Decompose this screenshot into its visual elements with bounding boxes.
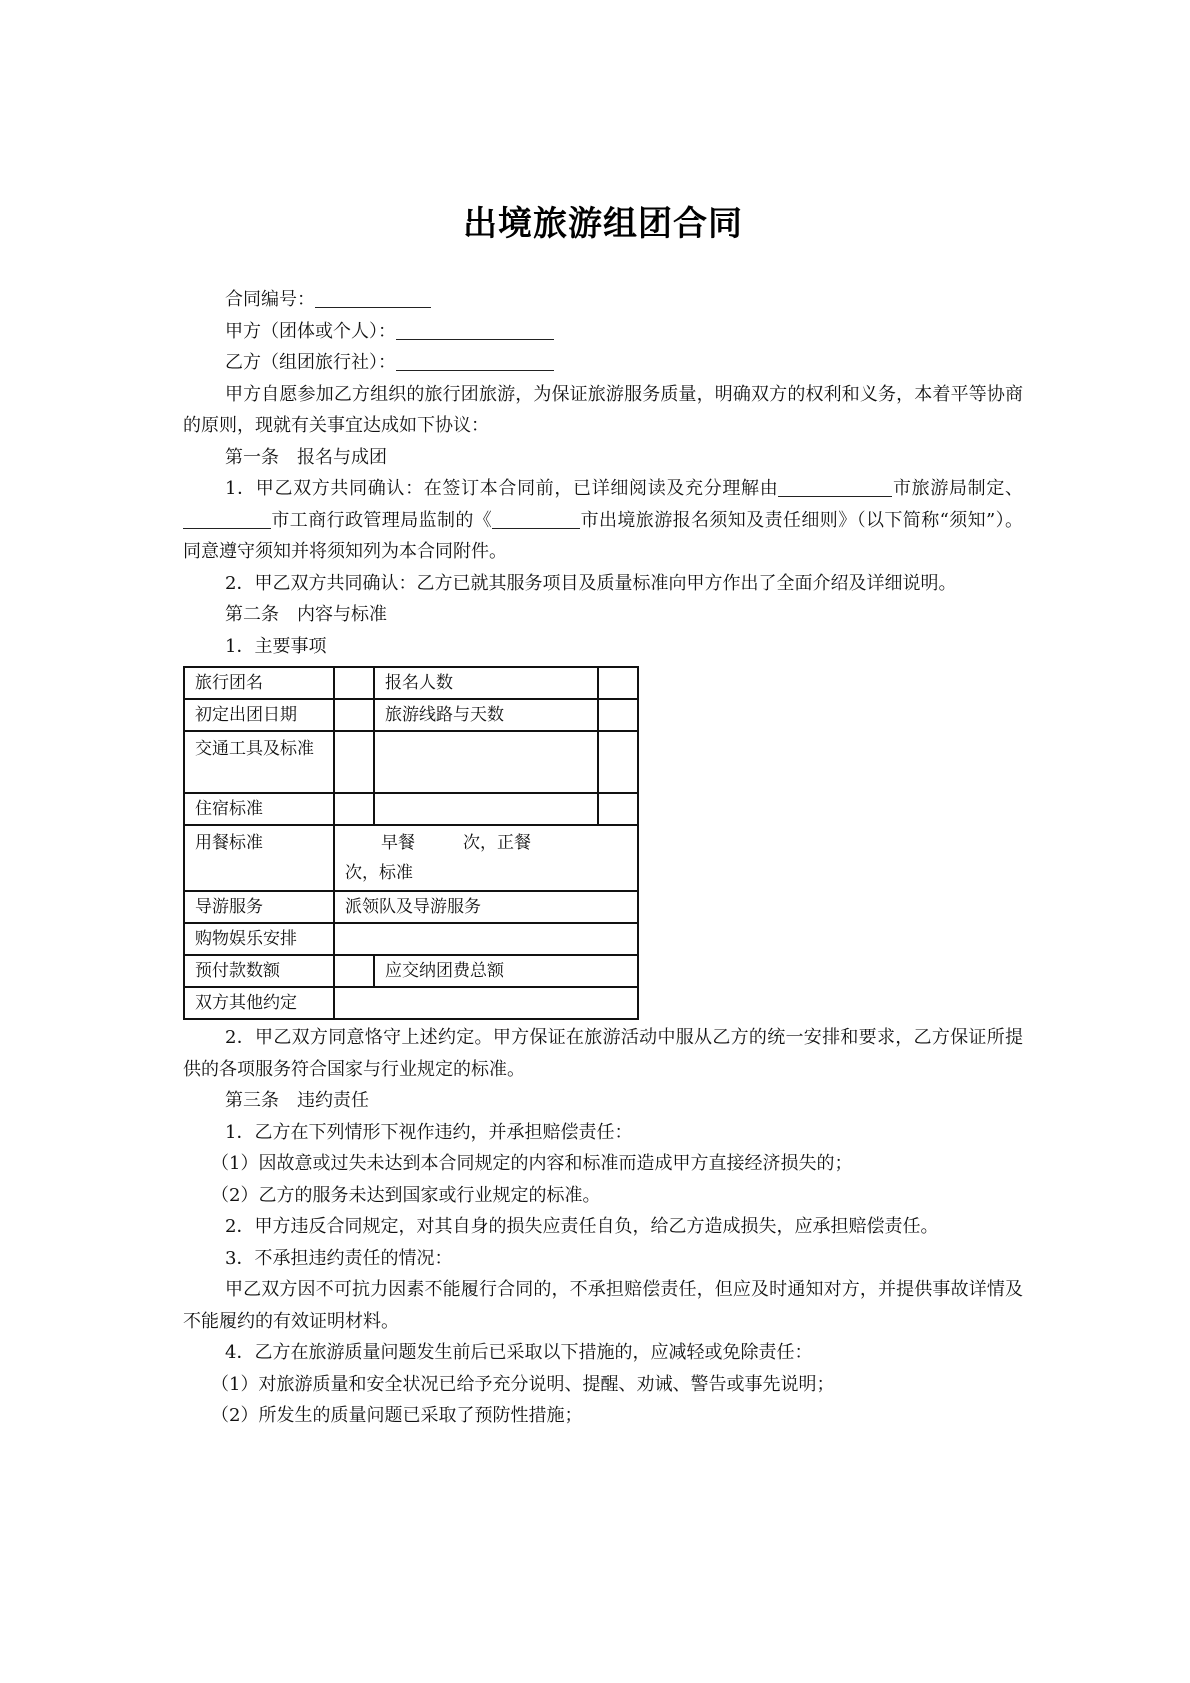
main-items-table	[183, 666, 639, 1020]
article-2-heading: 第二条 内容与标准	[225, 604, 387, 625]
transport-cell-a[interactable]	[334, 731, 374, 793]
meals-breakfast-label: 早餐	[381, 833, 415, 853]
article-3-para-3: 3．不承担违约责任的情况：	[225, 1247, 453, 1269]
tour-name-label: 旅行团名	[184, 667, 334, 699]
party-a-blank[interactable]	[396, 321, 554, 340]
party-a-label: 甲方（团体或个人）：	[225, 320, 396, 342]
party-a-line	[183, 316, 1023, 348]
lodging-cell-b[interactable]	[374, 793, 598, 825]
meals-standard-label: 次，标准	[345, 863, 413, 883]
contract-body	[183, 284, 1023, 1432]
table-row	[184, 731, 638, 793]
contract-number-line	[183, 284, 1023, 316]
transport-cell-c[interactable]	[598, 731, 638, 793]
article-3-para-3-body: 甲乙双方因不可抗力因素不能履行合同的，不承担赔偿责任，但应及时通知对方，并提供事故详情及不能履约的有效证明材料。	[183, 1279, 1023, 1332]
departure-date-label: 初定出团日期	[184, 699, 334, 731]
shopping-cell[interactable]	[334, 923, 638, 955]
table-row	[184, 891, 638, 923]
table-row	[184, 955, 638, 987]
article-1-para-2: 2．甲乙双方共同确认：乙方已就其服务项目及质量标准向甲方作出了全面介绍及详细说明。	[225, 572, 957, 594]
intro-paragraph: 甲方自愿参加乙方组织的旅行团旅游，为保证旅游服务质量，明确双方的权利和义务，本着平等协商的原则，现就有关事宜达成如下协议：	[183, 383, 1023, 436]
party-b-blank[interactable]	[396, 352, 554, 371]
table-row	[184, 825, 638, 891]
article-3-para-1-item-2: （2）乙方的服务未达到国家或行业规定的标准。	[211, 1184, 601, 1206]
article-3-para-1-item-1: （1）因故意或过失未达到本合同规定的内容和标准而造成甲方直接经济损失的；	[211, 1153, 853, 1174]
meals-label: 用餐标准	[184, 825, 334, 891]
table-row	[184, 699, 638, 731]
prepay-label: 预付款数额	[184, 955, 334, 987]
table-row	[184, 923, 638, 955]
other-terms-label: 双方其他约定	[184, 987, 334, 1019]
city-blank-3[interactable]	[492, 510, 580, 529]
prepay-cell[interactable]	[334, 955, 374, 987]
total-fee-label: 应交纳团费总额	[374, 955, 638, 987]
departure-date-cell[interactable]	[334, 699, 374, 731]
article-3-para-4-item-2: （2）所发生的质量问题已采取了预防性措施；	[211, 1405, 583, 1426]
guide-label: 导游服务	[184, 891, 334, 923]
article-2-sub-1: 1．主要事项	[225, 635, 327, 657]
meals-cell[interactable]	[334, 825, 638, 891]
article-3-para-4: 4．乙方在旅游质量问题发生前后已采取以下措施的，应减轻或免除责任：	[225, 1342, 813, 1363]
party-b-label: 乙方（组团旅行社）：	[225, 352, 396, 373]
contract-number-blank[interactable]	[315, 289, 431, 308]
transport-label: 交通工具及标准	[184, 731, 334, 793]
contract-number-label: 合同编号：	[225, 289, 315, 310]
document-title: 出境旅游组团合同	[463, 204, 743, 244]
other-terms-cell[interactable]	[334, 987, 638, 1019]
table-row	[184, 793, 638, 825]
city-blank-1[interactable]	[778, 478, 892, 497]
route-days-label: 旅游线路与天数	[374, 699, 598, 731]
headcount-label: 报名人数	[374, 667, 598, 699]
meals-lunch-label: 次，正餐	[463, 833, 531, 853]
table-row	[184, 987, 638, 1019]
lodging-label: 住宿标准	[184, 793, 334, 825]
tour-name-cell[interactable]	[334, 667, 374, 699]
city-blank-2[interactable]	[183, 510, 271, 529]
article-1-heading: 第一条 报名与成团	[225, 446, 387, 468]
article-3-heading: 第三条 违约责任	[225, 1090, 369, 1111]
article-3-para-4-item-1: （1）对旅游质量和安全状况已给予充分说明、提醒、劝诫、警告或事先说明；	[211, 1373, 835, 1395]
article-1-para-1: 1．甲乙双方共同确认：在签订本合同前，已详细阅读及充分理解由 市旅游局制定、市工商行政管理局监制的《 市出境旅游报名须知及责任细则》（以下简称“须知”）。同意遵守须知并将须知列为本合同附件。	[183, 478, 1024, 562]
shopping-label: 购物娱乐安排	[184, 923, 334, 955]
party-b-line	[183, 347, 1023, 379]
article-2-para-2: 2．甲乙双方同意恪守上述约定。甲方保证在旅游活动中服从乙方的统一安排和要求，乙方保证所提供的各项服务符合国家与行业规定的标准。	[183, 1027, 1023, 1080]
guide-value[interactable]: 派领队及导游服务	[334, 891, 638, 923]
table-row	[184, 667, 638, 699]
route-days-cell[interactable]	[598, 699, 638, 731]
lodging-cell-a[interactable]	[334, 793, 374, 825]
article-3-para-1: 1．乙方在下列情形下视作违约，并承担赔偿责任：	[225, 1121, 633, 1143]
article-3-para-2: 2．甲方违反合同规定，对其自身的损失应责任自负，给乙方造成损失，应承担赔偿责任。	[225, 1216, 939, 1237]
transport-cell-b[interactable]	[374, 731, 598, 793]
headcount-cell[interactable]	[598, 667, 638, 699]
lodging-cell-c[interactable]	[598, 793, 638, 825]
